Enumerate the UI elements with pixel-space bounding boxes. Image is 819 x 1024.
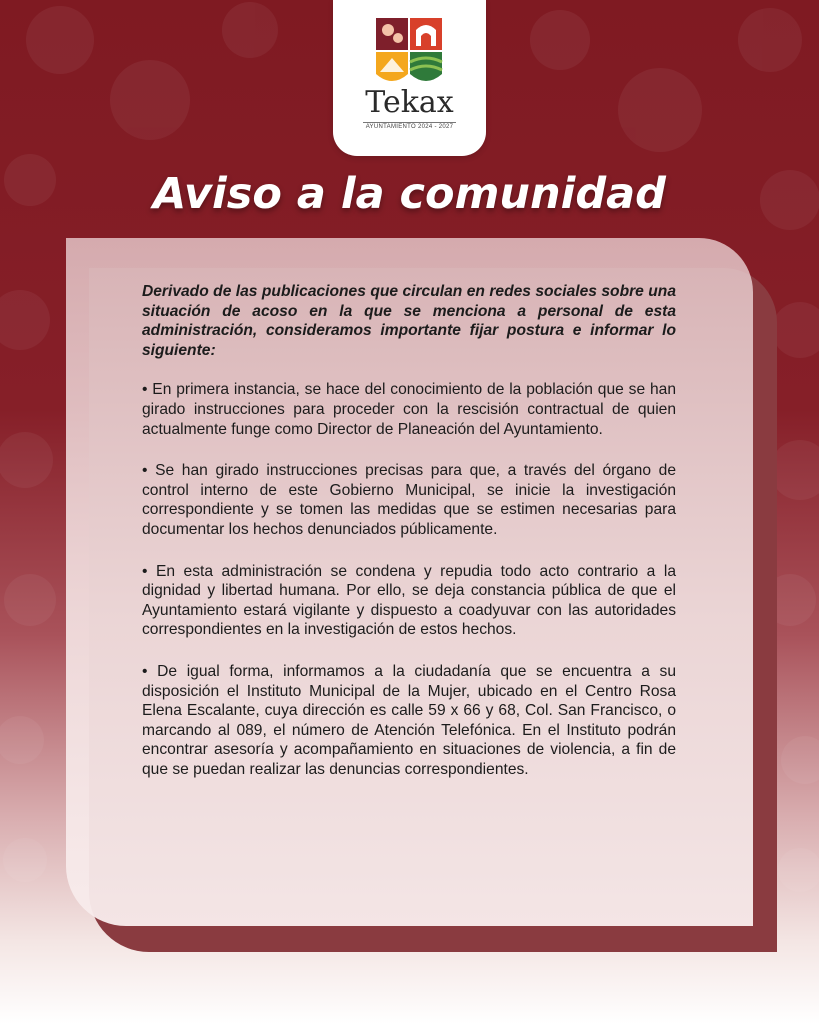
bullet-paragraph-2: • Se han girado instrucciones precisas para que, a través del órgano de control interno de este Gobierno Municipal, se inicie la investigación correspondiente y se tomen las medidas que se estimen necesarias para documentar los hechos denunciados públicamente.: [142, 462, 676, 538]
coat-of-arms-icon: [374, 16, 444, 88]
notice-content: [142, 282, 676, 801]
logo-tab: [333, 0, 486, 156]
page-title: Aviso a la comunidad: [153, 169, 666, 219]
intro-paragraph: Derivado de las publicaciones que circulan en redes sociales sobre una situación de acoso en la que se menciona a personal de esta administración, consideramos importante fijar postura e informar lo siguiente:: [142, 283, 676, 359]
bullet-paragraph-4: • De igual forma, informamos a la ciudadanía que se encuentra a su disposición el Instituto Municipal de la Mujer, ubicado en el Centro Rosa Elena Escalante, cuya dirección es calle 59 x 66 y 68, Col. San Francisco, o marcando al 089, el número de Atención Telefónica. En el Instituto podrán encontrar asesoría y acompañamiento en situaciones de violencia, a fin de que se puedan realizar las denuncias correspondientes.: [142, 662, 676, 778]
brand-divider: [363, 122, 456, 123]
bullet-paragraph-3: • En esta administración se condena y repudia todo acto contrario a la dignidad y libertad humana. Por ello, se deja constancia pública de que el Ayuntamiento estará vigilante y dispuesto a coadyuvar con las autoridades correspondientes en la investigación de estos hechos.: [142, 562, 676, 639]
brand-subtitle: AYUNTAMIENTO 2024 - 2027: [365, 124, 454, 130]
bullet-paragraph-1: • En primera instancia, se hace del conocimiento de la población que se han girado instrucciones para proceder con la rescisión contractual de quien actualmente funge como Director de Planeación del Ayuntamiento.: [142, 381, 676, 438]
brand-name: Tekax: [365, 85, 454, 120]
